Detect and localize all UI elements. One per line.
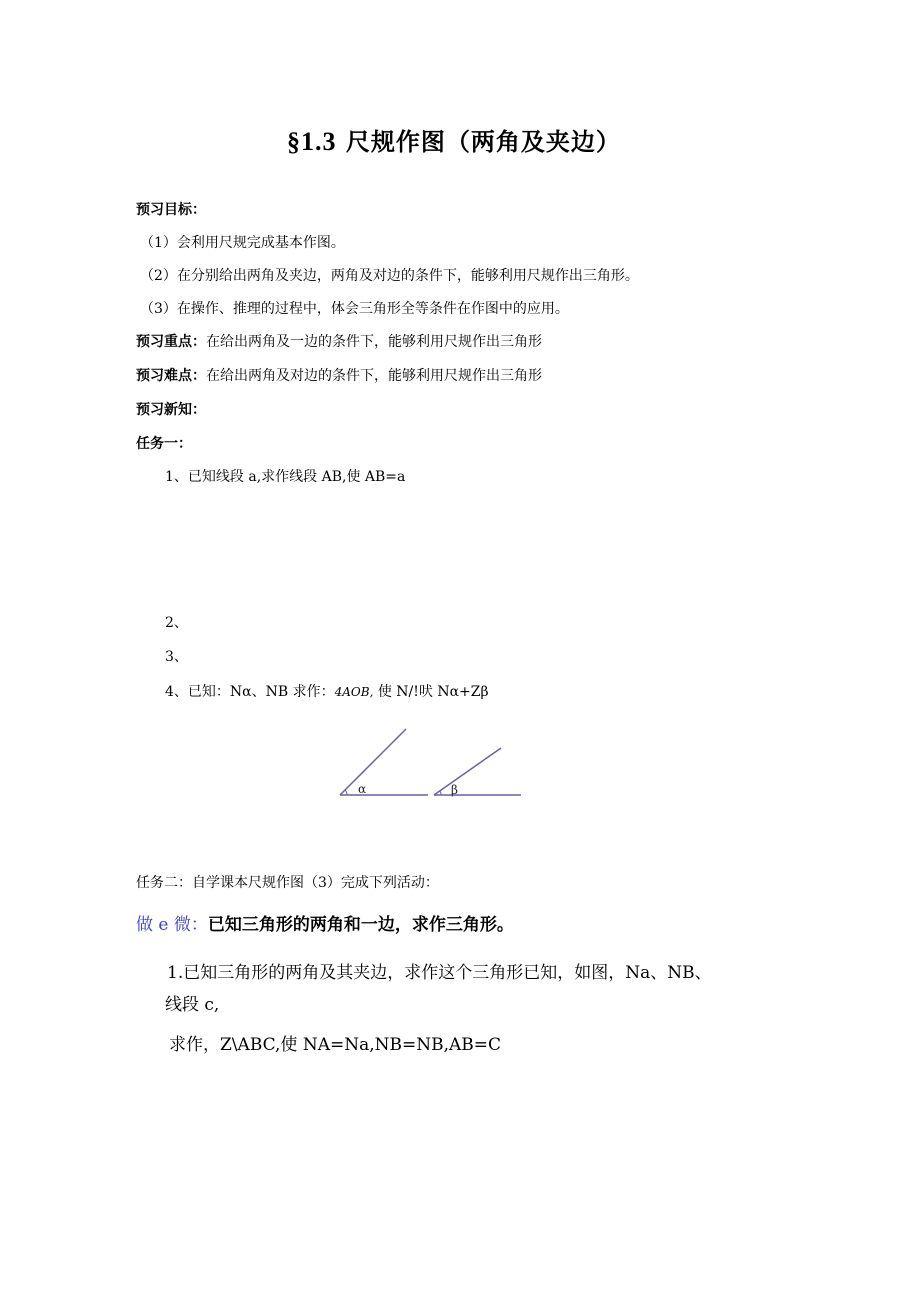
problem-line-1: 1.已知三角形的两角及其夹边，求作这个三角形已知，如图，Na、NB、 [167,963,712,983]
item4-suffix: 使 N/!吠 Nα+Zβ [373,684,489,700]
objectives-heading: 预习目标： [136,202,206,218]
angle-beta-label: β [451,783,458,797]
page-title [287,122,621,157]
activity-line [136,910,514,935]
task2-heading: 任务二：自学课本尺规作图（3）完成下列活动： [136,875,439,891]
difficult-point-label: 预习难点： [136,368,206,384]
angle-alpha-label: α [358,782,367,796]
task1-item-3: 3、 [165,649,188,665]
angle-alpha-ray [340,729,406,795]
objective-item-3: （3）在操作、推理的过程中，体会三角形全等条件在作图中的应用。 [140,301,569,317]
activity-label: 做 e 微： [136,915,208,935]
key-point-text: 在给出两角及一边的条件下，能够利用尺规作出三角形 [206,334,542,350]
section-number: §1.3 [287,127,337,156]
problem-line-2: 线段 c, [165,995,220,1015]
new-knowledge-label: 预习新知： [136,402,206,418]
task1-item-4 [165,681,489,701]
difficult-point [136,365,542,385]
task1-item-1: 1、已知线段 a,求作线段 AB,使 AB=a [165,469,406,485]
key-point [136,331,542,351]
activity-text: 已知三角形的两角和一边，求作三角形。 [207,915,514,935]
item4-italic: 4AOB, [334,685,374,699]
item4-prefix: 4、已知：Nα、NB 求作： [165,684,335,700]
objective-item-1: （1）会利用尺规完成基本作图。 [140,235,345,251]
key-point-label: 预习重点： [136,334,206,350]
angle-beta-ray [434,748,501,795]
task1-item-2: 2、 [165,615,188,631]
problem-line-3: 求作，Z\ABC,使 NA=Na,NB=NB,AB=C [169,1035,502,1055]
difficult-point-text: 在给出两角及对边的条件下，能够利用尺规作出三角形 [206,368,542,384]
angles-figure [330,722,530,804]
task1-heading: 任务一： [136,436,192,452]
objective-item-2: （2）在分别给出两角及夹边，两角及对边的条件下，能够利用尺规作出三角形。 [140,268,639,284]
title-text: 尺规作图（两角及夹边） [345,127,621,156]
